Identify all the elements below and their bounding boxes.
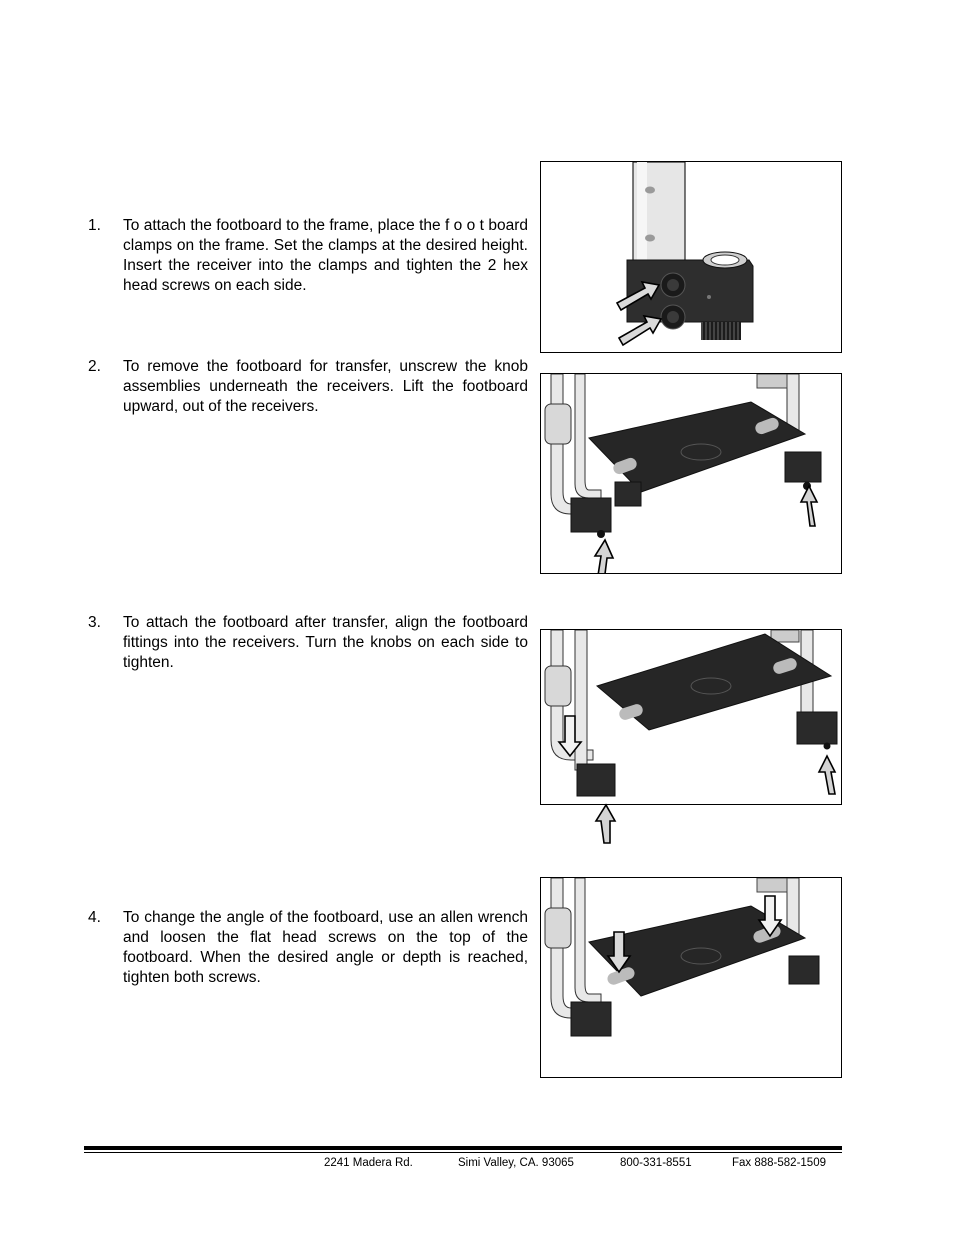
footer-fax: Fax 888-582-1509 xyxy=(732,1157,826,1169)
footer-phone: 800-331-8551 xyxy=(620,1157,692,1169)
step-text: To change the angle of the footboard, use an allen wrench and loosen the flat head screws on the top of the footboard. When the desired angle or depth is reached, tighten both screws. xyxy=(123,909,528,986)
figure-clamp-attach xyxy=(540,161,842,353)
footer-city: Simi Valley, CA. 93065 xyxy=(458,1157,574,1169)
figure-footboard-angle xyxy=(540,877,842,1078)
step-number: 2. xyxy=(88,358,101,375)
step-number: 3. xyxy=(88,614,101,631)
step-text: To attach the footboard to the frame, place the f o o t board clamps on the frame. Set the clamps at the desired height. Insert the receiver into the clamps and tighten the 2 hex head screws on each side. xyxy=(123,217,528,294)
footer-address: 2241 Madera Rd. xyxy=(324,1157,413,1169)
step-text: To attach the footboard after transfer, align the footboard fittings into the receivers. Turn the knobs on each side to tighten. xyxy=(123,614,528,671)
step-text: To remove the footboard for transfer, unscrew the knob assemblies underneath the receivers. Lift the footboard upward, out of the receivers. xyxy=(123,358,528,415)
footer-rule-thick xyxy=(84,1146,842,1150)
figure-footboard-remove xyxy=(540,373,842,574)
up-arrow-icon xyxy=(594,803,620,845)
footer-rule-thin xyxy=(84,1152,842,1153)
step-number: 4. xyxy=(88,909,101,926)
figure-footboard-attach xyxy=(540,629,842,805)
step-number: 1. xyxy=(88,217,101,234)
